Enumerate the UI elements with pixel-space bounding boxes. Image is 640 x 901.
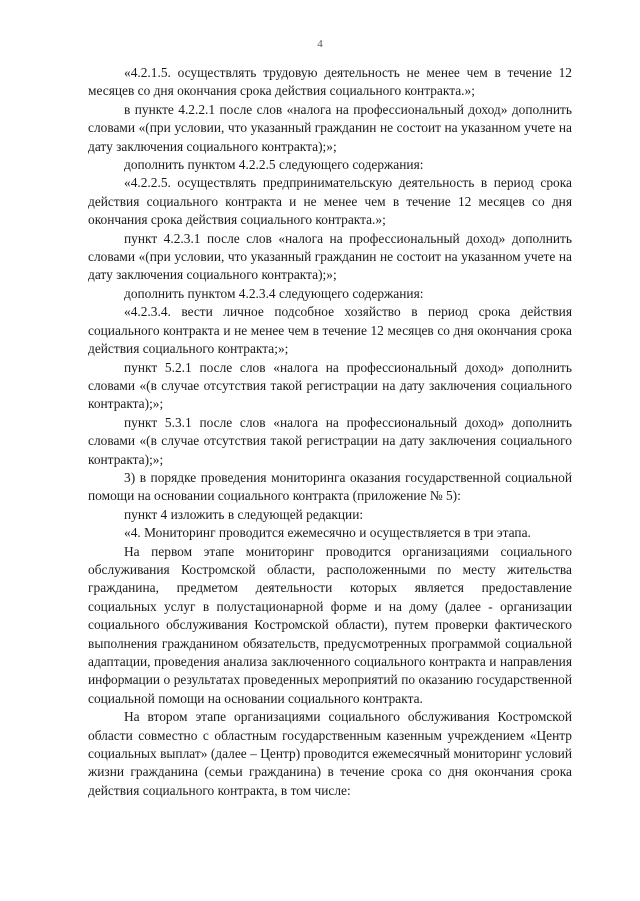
document-body: [88, 64, 572, 800]
paragraph-add-4-2-2-5: дополнить пунктом 4.2.2.5 следующего содержания:: [124, 157, 424, 173]
paragraph-point-4-text: «4. Мониторинг проводится ежемесячно и осуществляется в три этапа.: [124, 525, 531, 541]
paragraph-4-2-3-4: «4.2.3.4. вести личное подсобное хозяйство в период срока действия социального контракта и не менее чем в течение 12 месяцев со дня окончания срока действия социального контракта;»;: [88, 304, 572, 357]
paragraph-4-2-1-5: «4.2.1.5. осуществлять трудовую деятельность не менее чем в течение 12 месяцев со дня окончания срока действия социального контракта.»;: [88, 65, 572, 99]
paragraph-second-stage: На втором этапе организациями социального обслуживания Костромской области совместно с областным государственным казенным учреждением «Центр социальных выплат» (далее – Центр) проводится ежемесячный мониторинг условий жизни гражданина (семьи гражданина) в течение срока со дня окончания срока действия социального контракта, в том числе:: [88, 709, 572, 798]
paragraph-amend-5-3-1: пункт 5.3.1 после слов «налога на профессиональный доход» дополнить словами «(в случае отсутствия такой регистрации на дату заключения социального контракта);»;: [88, 414, 572, 467]
paragraph-first-stage: На первом этапе мониторинг проводится организациями социального обслуживания Костромской области, расположенными по месту жительства гражданина, предметом деятельности которых является предоставление социальных услуг в полустационарной форме и на дому (далее - организации социального обслуживания Костромской области), путем проверки фактического выполнения гражданином обязательств, предусмотренных программой социальной адаптации, проведения анализа заключенного социального контракта и направления информации о результатах проведенных мероприятий по оказанию государственной социальной помощи на основании социального контракта.: [88, 543, 572, 706]
paragraph-amend-5-2-1: пункт 5.2.1 после слов «налога на профессиональный доход» дополнить словами «(в случае отсутствия такой регистрации на дату заключения социального контракта);»;: [88, 359, 572, 412]
paragraph-4-2-2-5: «4.2.2.5. осуществлять предпринимательскую деятельность в период срока действия социального контракта и не менее чем в течение 12 месяцев со дня окончания срока действия социального контракта.»;: [88, 175, 572, 228]
paragraph-amend-4-2-2-1: в пункте 4.2.2.1 после слов «налога на профессиональный доход» дополнить словами «(при условии, что указанный гражданин не состоит на указанном учете на дату заключения социального контракта);»;: [88, 101, 572, 154]
paragraph-add-4-2-3-4: дополнить пунктом 4.2.3.4 следующего содержания:: [124, 285, 424, 301]
page-number: 4: [317, 38, 323, 50]
paragraph-amend-4-2-3-1: пункт 4.2.3.1 после слов «налога на профессиональный доход» дополнить словами «(при условии, что указанный гражданин не состоит на указанном учете на дату заключения социального контракта);»;: [88, 230, 572, 283]
paragraph-point-4-intro: пункт 4 изложить в следующей редакции:: [124, 506, 364, 522]
paragraph-monitoring-procedure: 3) в порядке проведения мониторинга оказания государственной социальной помощи на основании социального контракта (приложение № 5):: [88, 469, 572, 504]
